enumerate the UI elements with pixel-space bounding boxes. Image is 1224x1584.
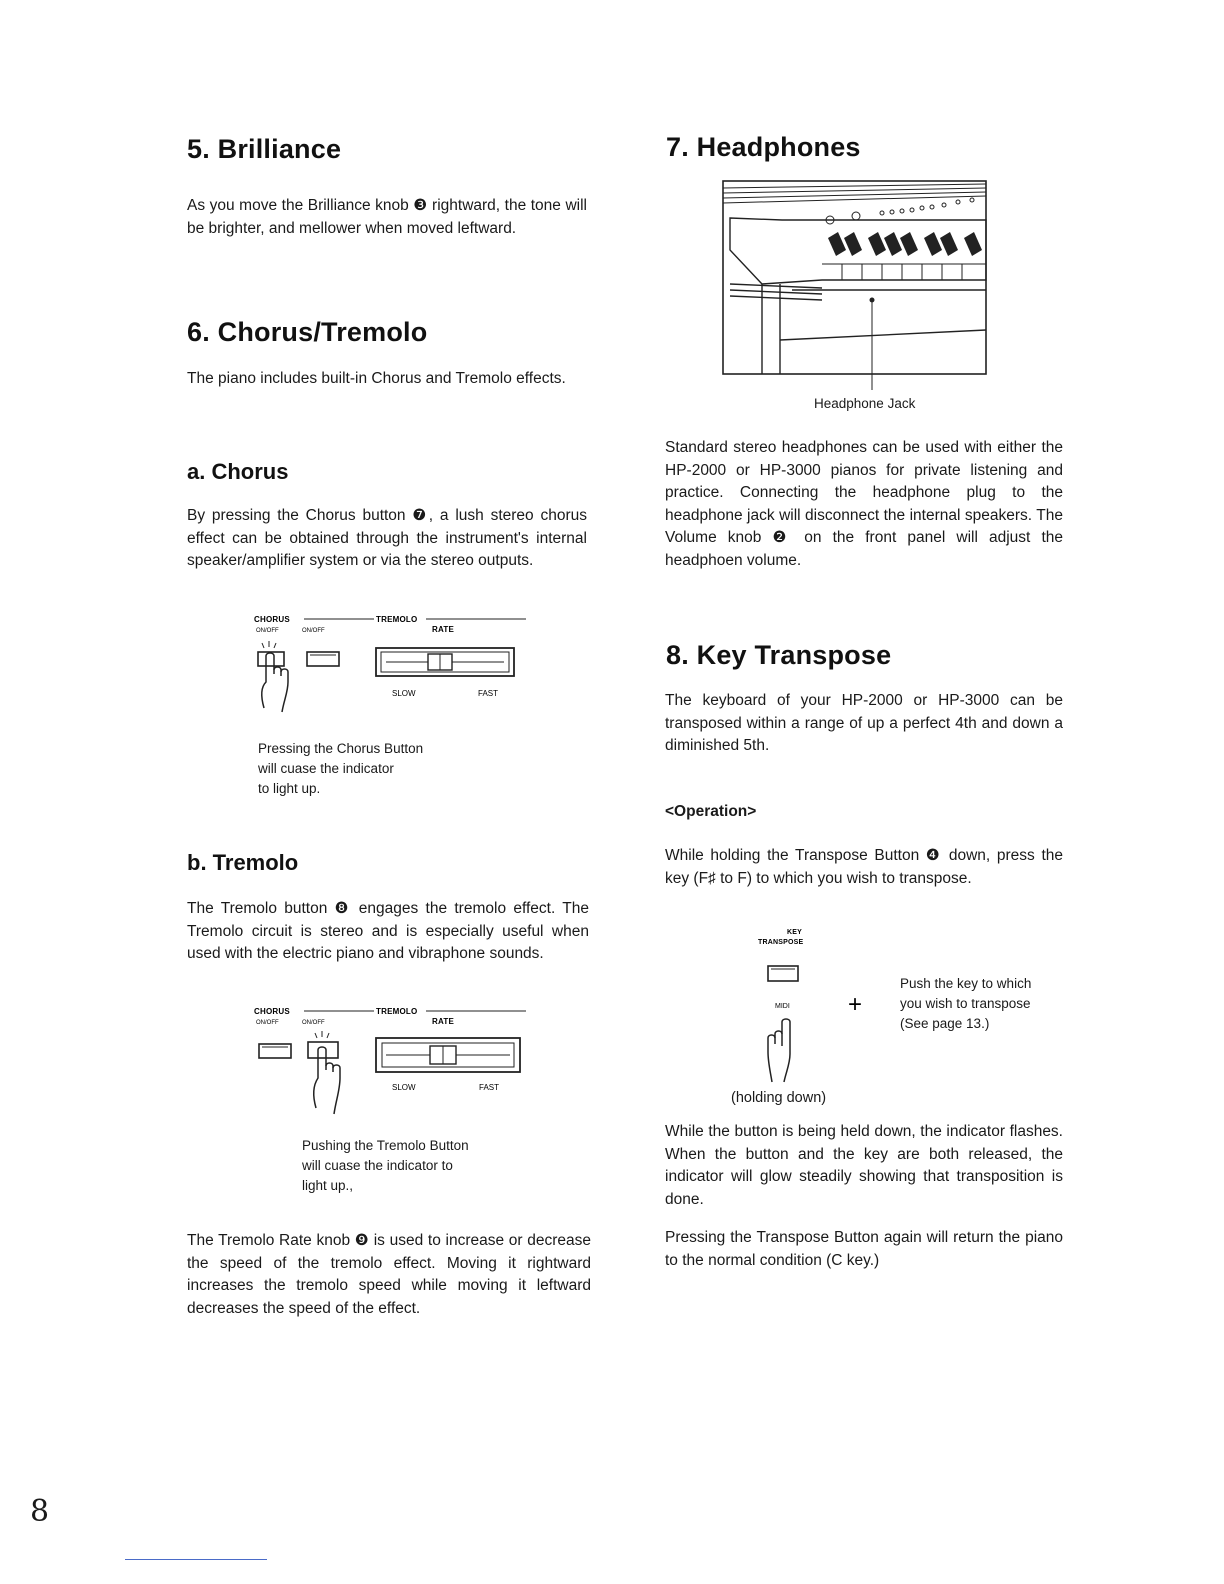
label-rate: RATE [432,625,454,634]
label-tremolo-onoff-2: ON/OFF [302,1020,325,1026]
after-transpose-text: While the button is being held down, the indicator flashes. When the button and the key are both released, the indicator will glow steadily showing that transposition is done. [665,1123,1063,1208]
chorus-panel-diagram [250,612,535,722]
heading-chorus-tremolo: 6. Chorus/Tremolo [187,317,428,347]
holding-hand-icon [768,1019,790,1082]
tremolo-caption-line-2: will cuase the indicator to [302,1158,453,1173]
plus-icon: + [848,991,863,1018]
holding-down-label: (holding down) [731,1090,827,1106]
label-slow-2: SLOW [392,1083,416,1092]
return-transpose-text: Pressing the Transpose Button again will return the piano to the normal condition (C key.) [665,1229,1063,1269]
transpose-text: The keyboard of your HP-2000 or HP-3000 can be transposed within a range of up a perfect 4th and down a diminished 5th. [665,692,1063,754]
headphone-jack-label: Headphone Jack [814,396,916,411]
tremolo-caption [302,1136,542,1196]
indicator-rays-icon-2 [315,1031,329,1038]
operation-text: While holding the Transpose Button ❹ down, press the key (F♯ to F) to which you wish to transpose. [665,847,1063,887]
transpose-button-icon [768,966,798,981]
tremolo-caption-line-1: Pushing the Tremolo Button [302,1138,469,1153]
brilliance-text: As you move the Brilliance knob ❸ rightward, the tone will be brighter, and mellower when moved leftward. [187,197,587,237]
label-fast-2: FAST [479,1083,500,1092]
page-number: 8 [30,1494,50,1529]
piano-headphone-illustration [722,180,988,390]
black-keys [828,232,982,256]
push-note-line-3: (See page 13.) [900,1016,990,1031]
tremolo-caption-line-3: light up., [302,1178,354,1193]
label-rate-2: RATE [432,1017,454,1026]
chorus-caption-line-2: will cuase the indicator [258,761,394,776]
pressing-hand-icon-2 [314,1047,340,1114]
heading-brilliance: 5. Brilliance [187,134,342,164]
operation-label: <Operation> [665,803,757,820]
label-chorus-2: CHORUS [254,1007,290,1016]
label-tremolo-2: TREMOLO [376,1007,418,1016]
tremolo-rate-text: The Tremolo Rate knob ❾ is used to increase or decrease the speed of the tremolo effect. Moving it rightward increases the tremolo speed while moving it leftward decreases the speed of the effect. [187,1232,591,1317]
label-chorus: CHORUS [254,615,290,624]
headphones-text: Standard stereo headphones can be used with either the HP-2000 or HP-3000 pianos for private listening and practice. Connecting the headphone plug to the headphone jack will disconnect the internal speakers. The Volume knob ❷ on the front panel will adjust the headphoen volume. [665,439,1063,569]
tremolo-text: The Tremolo button ❽ engages the tremolo effect. The Tremolo circuit is stereo and is especially useful when used with the electric piano and vibraphone sounds. [187,900,589,962]
heading-tremolo: b. Tremolo [187,850,299,875]
chorus-caption [258,739,498,799]
tremolo-panel-diagram [250,1004,535,1122]
label-fast: FAST [478,689,499,698]
label-tremolo: TREMOLO [376,615,418,624]
label-tremolo-onoff: ON/OFF [302,628,325,634]
headphone-jack-pointer [870,298,875,391]
indicator-rays-icon [262,641,276,648]
push-note-line-2: you wish to transpose [900,996,1031,1011]
label-midi: MIDI [775,1003,790,1010]
transpose-diagram [750,926,880,1086]
heading-chorus: a. Chorus [187,459,289,484]
push-note [900,974,1080,1034]
chorus-text: By pressing the Chorus button ❼, a lush stereo chorus effect can be obtained through the instrument's internal speaker/amplifier system or via the stereo outputs. [187,507,587,569]
footer-rule [125,1559,267,1560]
label-chorus-onoff: ON/OFF [256,628,279,634]
label-slow: SLOW [392,689,416,698]
heading-key-transpose: 8. Key Transpose [666,640,892,670]
chorus-tremolo-text: The piano includes built-in Chorus and Tremolo effects. [187,370,566,387]
chorus-caption-line-3: to light up. [258,781,321,796]
push-note-line-1: Push the key to which [900,976,1032,991]
heading-headphones: 7. Headphones [666,132,861,162]
label-chorus-onoff-2: ON/OFF [256,1020,279,1026]
label-transpose: TRANSPOSE [758,939,804,946]
label-key: KEY [787,929,802,936]
chorus-caption-line-1: Pressing the Chorus Button [258,741,424,756]
